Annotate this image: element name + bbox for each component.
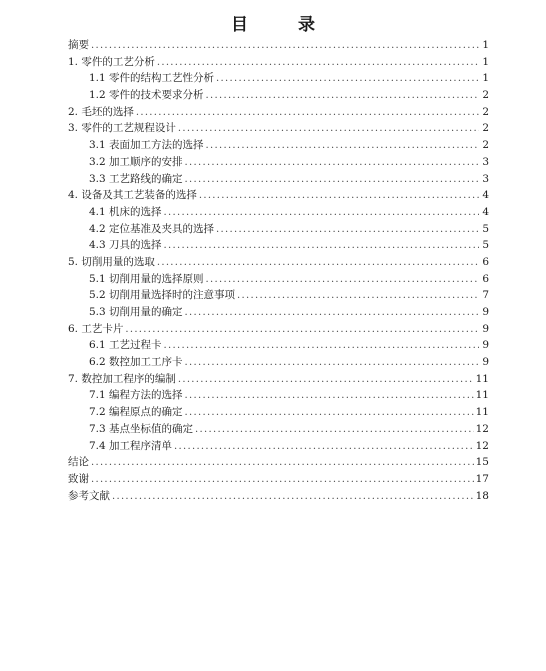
toc-entry-page-number: 9	[482, 339, 489, 352]
toc-entry[interactable]	[68, 171, 489, 188]
toc-entry[interactable]	[68, 354, 489, 371]
toc-entry-page-number: 18	[475, 489, 489, 502]
toc-entry-page-number: 2	[482, 105, 489, 118]
toc-entry-page-number: 11	[475, 389, 489, 402]
toc-entry-label: 致谢	[68, 472, 89, 485]
toc-leader-dots	[112, 489, 474, 506]
toc-entry-page-number: 9	[482, 322, 489, 335]
table-of-contents	[68, 37, 489, 504]
toc-entry-label: 3. 零件的工艺规程设计	[68, 122, 176, 135]
toc-entry-page-number: 6	[482, 272, 489, 285]
toc-entry-page-number: 17	[475, 472, 489, 485]
toc-leader-dots	[185, 388, 474, 405]
toc-entry-label: 1. 零件的工艺分析	[68, 55, 155, 68]
toc-entry[interactable]	[68, 321, 489, 338]
toc-entry-page-number: 7	[482, 289, 489, 302]
toc-entry-page-number: 4	[482, 205, 489, 218]
toc-entry-label: 5.1 切削用量的选择原则	[89, 272, 204, 285]
toc-entry[interactable]	[68, 337, 489, 354]
toc-entry[interactable]	[68, 471, 489, 488]
toc-entry-page-number: 1	[482, 39, 489, 51]
toc-entry-label: 2. 毛坯的选择	[68, 105, 134, 118]
toc-entry-page-number: 3	[482, 172, 489, 185]
toc-leader-dots	[91, 38, 479, 55]
toc-entry-label: 7.1 编程方法的选择	[89, 389, 183, 402]
toc-entry[interactable]	[68, 154, 489, 171]
toc-entry-page-number: 6	[482, 255, 489, 268]
toc-entry-label: 摘要	[68, 39, 89, 51]
toc-leader-dots	[195, 422, 474, 439]
toc-leader-dots	[199, 188, 479, 205]
toc-entry-page-number: 9	[482, 356, 489, 369]
toc-entry-page-number: 3	[482, 155, 489, 168]
toc-leader-dots	[136, 105, 479, 122]
toc-entry[interactable]	[68, 271, 489, 288]
toc-entry[interactable]	[68, 371, 489, 388]
toc-leader-dots	[206, 138, 479, 155]
toc-entry[interactable]	[68, 221, 489, 238]
toc-entry-page-number: 15	[475, 456, 489, 469]
toc-leader-dots	[185, 155, 479, 172]
toc-entry[interactable]	[68, 454, 489, 471]
toc-entry-label: 3.2 加工顺序的安排	[89, 155, 183, 168]
toc-entry[interactable]	[68, 187, 489, 204]
toc-entry-page-number: 5	[482, 222, 489, 235]
toc-entry-label: 5.3 切削用量的确定	[89, 306, 183, 318]
toc-entry[interactable]	[68, 438, 489, 455]
toc-entry[interactable]	[68, 204, 489, 221]
toc-leader-dots	[185, 172, 479, 189]
toc-leader-dots	[185, 305, 479, 322]
toc-entry-label: 4. 设备及其工艺装备的选择	[68, 189, 197, 202]
toc-entry[interactable]	[68, 104, 489, 121]
toc-leader-dots	[164, 238, 479, 255]
toc-entry[interactable]	[68, 304, 489, 321]
toc-entry-page-number: 4	[482, 189, 489, 202]
toc-entry-label: 5.2 切削用量选择时的注意事项	[89, 289, 236, 302]
toc-entry[interactable]	[68, 387, 489, 404]
toc-entry-label: 6. 工艺卡片	[68, 322, 124, 335]
toc-entry-label: 1.1 零件的结构工艺性分析	[89, 72, 215, 85]
toc-entry-page-number: 9	[482, 306, 489, 318]
toc-entry[interactable]	[68, 237, 489, 254]
toc-entry-label: 5. 切削用量的选取	[68, 255, 155, 268]
toc-entry-label: 3.1 表面加工方法的选择	[89, 139, 204, 152]
toc-leader-dots	[157, 55, 479, 72]
toc-entry[interactable]	[68, 137, 489, 154]
toc-entry[interactable]	[68, 87, 489, 104]
toc-entry-page-number: 12	[475, 439, 489, 452]
toc-entry-page-number: 11	[475, 372, 489, 385]
toc-leader-dots	[91, 472, 474, 489]
toc-entry-label: 4.2 定位基准及夹具的选择	[89, 222, 215, 235]
toc-entry-page-number: 5	[482, 239, 489, 252]
toc-leader-dots	[164, 205, 479, 222]
toc-entry-label: 7. 数控加工程序的编制	[68, 372, 176, 385]
page-title: 目 录	[231, 15, 337, 35]
toc-entry-page-number: 2	[482, 89, 489, 102]
toc-leader-dots	[206, 88, 479, 105]
toc-entry-page-number: 1	[482, 72, 489, 85]
toc-leader-dots	[206, 272, 479, 289]
toc-leader-dots	[91, 455, 474, 472]
toc-entry-label: 4.3 刀具的选择	[89, 239, 162, 252]
toc-leader-dots	[237, 288, 479, 305]
toc-entry-label: 4.1 机床的选择	[89, 205, 162, 218]
toc-entry-label: 7.4 加工程序清单	[89, 439, 173, 452]
toc-entry-label: 6.2 数控加工工序卡	[89, 356, 183, 369]
toc-leader-dots	[185, 405, 474, 422]
toc-entry[interactable]	[68, 254, 489, 271]
toc-entry-page-number: 12	[475, 422, 489, 435]
toc-entry-label: 1.2 零件的技术要求分析	[89, 89, 204, 102]
toc-leader-dots	[164, 338, 479, 355]
toc-entry[interactable]	[68, 54, 489, 71]
toc-entry-page-number: 2	[482, 122, 489, 135]
toc-entry[interactable]	[68, 287, 489, 304]
toc-entry-label: 7.2 编程原点的确定	[89, 406, 183, 419]
toc-entry-label: 参考文献	[68, 489, 110, 502]
toc-entry[interactable]	[68, 404, 489, 421]
toc-entry-page-number: 1	[482, 55, 489, 68]
toc-entry-label: 6.1 工艺过程卡	[89, 339, 162, 352]
toc-entry-page-number: 11	[475, 406, 489, 419]
toc-leader-dots	[125, 322, 479, 339]
toc-leader-dots	[174, 439, 474, 456]
toc-entry[interactable]	[68, 488, 489, 505]
toc-leader-dots	[157, 255, 479, 272]
toc-leader-dots	[178, 372, 474, 389]
toc-entry[interactable]	[68, 70, 489, 87]
toc-entry[interactable]	[68, 120, 489, 137]
toc-entry-label: 结论	[68, 456, 89, 469]
toc-leader-dots	[178, 121, 479, 138]
toc-leader-dots	[216, 71, 479, 88]
toc-entry-label: 7.3 基点坐标值的确定	[89, 422, 194, 435]
toc-entry[interactable]	[68, 421, 489, 438]
toc-entry-page-number: 2	[482, 139, 489, 152]
toc-entry-label: 3.3 工艺路线的确定	[89, 172, 183, 185]
toc-leader-dots	[216, 222, 479, 239]
toc-entry[interactable]	[68, 37, 489, 54]
toc-leader-dots	[185, 355, 479, 372]
